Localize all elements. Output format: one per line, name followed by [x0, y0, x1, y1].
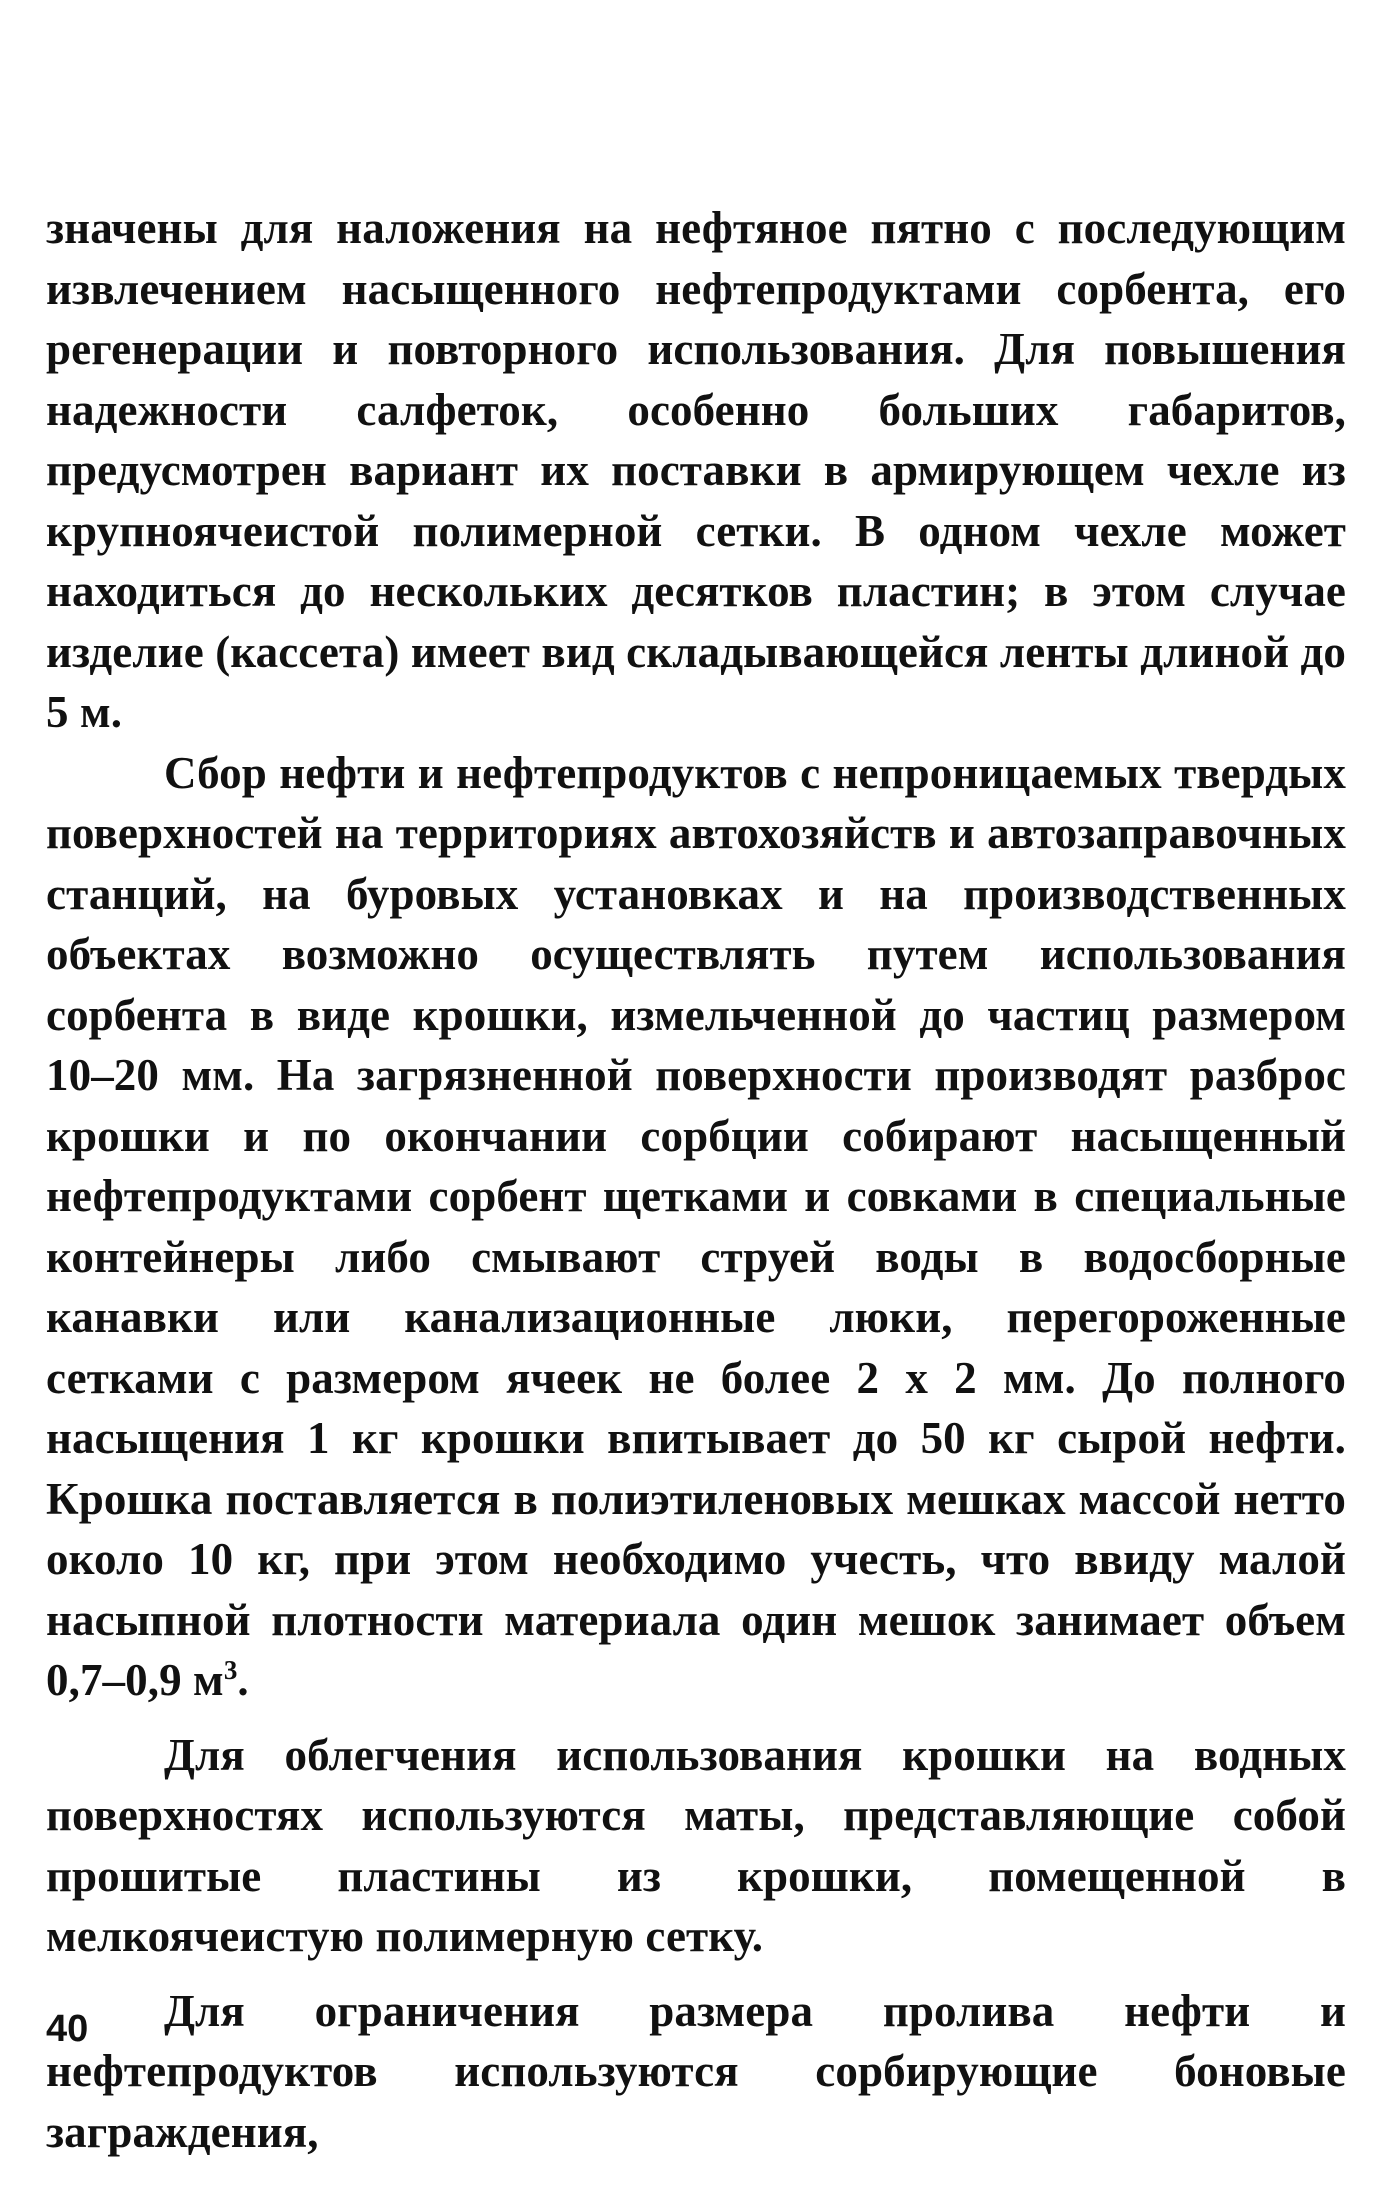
page-number: 40 — [46, 2008, 89, 2050]
paragraph-continuation: значены для наложения на нефтяное пятно с последующим извлечением насыщенного нефтепродуктами сорбента, его регенерации и повторного использования. Для повышения надежности салфеток, особенно больших габаритов, предусмотрен вариант их поставки в армирующем чехле из крупноячеистой полимерной сетки. В одном чехле может находиться до нескольких десятков пластин; в этом случае изделие (кассета) имеет вид складывающейся ленты длиной до 5 м. — [46, 203, 1346, 737]
cubic-superscript: 3 — [223, 1655, 238, 1685]
page-body — [46, 198, 1346, 2162]
paragraph-oil-collection — [46, 743, 1346, 1711]
paragraph-oil-collection-tail: . — [237, 1655, 249, 1705]
paragraph-booms: Для ограничения размера пролива нефти и нефтепродуктов используются сорбирующие боновые заграждения, — [46, 1985, 1346, 2157]
paragraph-mats: Для облегчения использования крошки на водных поверхностях используются маты, представляющие собой прошитые пластины из крошки, помещенной в мелкоячеистую полимерную сетку. — [46, 1729, 1346, 1961]
paragraph-oil-collection-text: Сбор нефти и нефтепродуктов с непроницаемых твердых поверхностей на территориях автохозяйств и автозаправочных станций, на буровых установках и на производственных объектах возможно осуществлять путем использования сорбента в виде крошки, измельченной до частиц размером 10–20 мм. На загрязненной поверхности производят разброс крошки и по окончании сорбции собирают насыщенный нефтепродуктами сорбент щетками и совками в специальные контейнеры либо смывают струей воды в водосборные канавки или канализационные люки, перегороженные сетками с размером ячеек не более 2 х 2 мм. До полного насыщения 1 кг крошки впитывает до 50 кг сырой нефти. Крошка поставляется в полиэтиленовых мешках массой нетто около 10 кг, при этом необходимо учесть, что ввиду малой насыпной плотности материала один мешок занимает объем 0,7–0,9 м — [46, 747, 1346, 1705]
